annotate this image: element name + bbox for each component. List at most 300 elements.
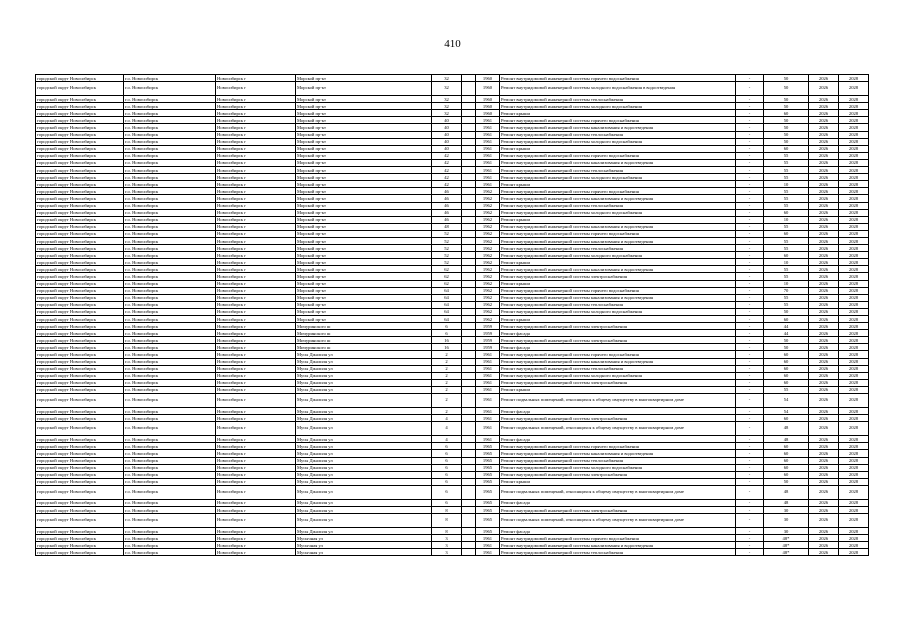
building-cell	[462, 549, 476, 556]
work-type-cell: Ремонт внутридомовой инженерной системы холодного водоснабжения	[500, 209, 736, 216]
work-type-cell: Ремонт фасада	[500, 499, 736, 506]
start-year-cell: 2026	[809, 145, 839, 152]
street-cell: Мусы Джалиля ул	[296, 365, 432, 372]
year-cell: 1961	[476, 159, 500, 166]
city-cell: Новосибирск г	[216, 110, 296, 117]
end-year-cell: 2028	[839, 457, 869, 464]
street-cell: Морской пр-кт	[296, 138, 432, 145]
municipality-cell: городской округ Новосибирск	[36, 96, 124, 103]
municipality-cell: городской округ Новосибирск	[36, 337, 124, 344]
house-number-cell: 2	[432, 372, 462, 379]
street-cell: Мусы Джалиля ул	[296, 514, 432, 528]
dash-cell: -	[736, 542, 764, 549]
table-row	[36, 75, 869, 82]
dash-cell: -	[736, 316, 764, 323]
district-cell: г.о. Новосибирск	[124, 138, 216, 145]
dash-cell: -	[736, 181, 764, 188]
municipality-cell: городской округ Новосибирск	[36, 174, 124, 181]
building-cell	[462, 245, 476, 252]
city-cell: Новосибирск г	[216, 528, 296, 535]
building-cell	[462, 358, 476, 365]
municipality-cell: городской округ Новосибирск	[36, 443, 124, 450]
work-type-cell: Ремонт фасада	[500, 408, 736, 415]
year-cell: 1960	[476, 103, 500, 110]
building-cell	[462, 535, 476, 542]
house-number-cell: 6	[432, 330, 462, 337]
value-cell: 10	[764, 216, 809, 223]
municipality-cell: городской округ Новосибирск	[36, 167, 124, 174]
district-cell: г.о. Новосибирск	[124, 202, 216, 209]
building-cell	[462, 181, 476, 188]
table-row	[36, 209, 869, 216]
year-cell: 1961	[476, 386, 500, 393]
district-cell: г.о. Новосибирск	[124, 323, 216, 330]
year-cell: 1959	[476, 337, 500, 344]
district-cell: г.о. Новосибирск	[124, 436, 216, 443]
end-year-cell: 2028	[839, 499, 869, 506]
table-row	[36, 471, 869, 478]
street-cell: Морской пр-кт	[296, 223, 432, 230]
municipality-cell: городской округ Новосибирск	[36, 82, 124, 96]
city-cell: Новосибирск г	[216, 294, 296, 301]
table-row	[36, 216, 869, 223]
table-row	[36, 308, 869, 315]
value-cell: 50	[764, 131, 809, 138]
work-type-cell: Ремонт крыши	[500, 386, 736, 393]
dash-cell: -	[736, 103, 764, 110]
district-cell: г.о. Новосибирск	[124, 294, 216, 301]
district-cell: г.о. Новосибирск	[124, 365, 216, 372]
city-cell: Новосибирск г	[216, 131, 296, 138]
building-cell	[462, 159, 476, 166]
city-cell: Новосибирск г	[216, 216, 296, 223]
city-cell: Новосибирск г	[216, 514, 296, 528]
city-cell: Новосибирск г	[216, 273, 296, 280]
municipality-cell: городской округ Новосибирск	[36, 252, 124, 259]
building-cell	[462, 209, 476, 216]
city-cell: Новосибирск г	[216, 408, 296, 415]
start-year-cell: 2026	[809, 337, 839, 344]
building-cell	[462, 294, 476, 301]
street-cell: Морской пр-кт	[296, 280, 432, 287]
end-year-cell: 2028	[839, 450, 869, 457]
value-cell: 55	[764, 202, 809, 209]
dash-cell: -	[736, 499, 764, 506]
start-year-cell: 2026	[809, 358, 839, 365]
start-year-cell: 2026	[809, 443, 839, 450]
city-cell: Новосибирск г	[216, 124, 296, 131]
work-type-cell: Ремонт внутридомовой инженерной системы теплоснабжения	[500, 245, 736, 252]
end-year-cell: 2028	[839, 478, 869, 485]
building-cell	[462, 110, 476, 117]
municipality-cell: городской округ Новосибирск	[36, 266, 124, 273]
table-row	[36, 351, 869, 358]
city-cell: Новосибирск г	[216, 506, 296, 513]
building-cell	[462, 330, 476, 337]
district-cell: г.о. Новосибирск	[124, 273, 216, 280]
district-cell: г.о. Новосибирск	[124, 181, 216, 188]
building-cell	[462, 202, 476, 209]
end-year-cell: 2028	[839, 266, 869, 273]
start-year-cell: 2026	[809, 245, 839, 252]
work-type-cell: Ремонт внутридомовой инженерной системы теплоснабжения	[500, 131, 736, 138]
year-cell: 1962	[476, 266, 500, 273]
start-year-cell: 2026	[809, 216, 839, 223]
city-cell: Новосибирск г	[216, 223, 296, 230]
work-type-cell: Ремонт крыши	[500, 110, 736, 117]
district-cell: г.о. Новосибирск	[124, 372, 216, 379]
dash-cell: -	[736, 549, 764, 556]
building-cell	[462, 216, 476, 223]
district-cell: г.о. Новосибирск	[124, 301, 216, 308]
district-cell: г.о. Новосибирск	[124, 287, 216, 294]
value-cell: 55	[764, 386, 809, 393]
street-cell: Мусы Джалиля ул	[296, 457, 432, 464]
end-year-cell: 2028	[839, 471, 869, 478]
city-cell: Новосибирск г	[216, 280, 296, 287]
dash-cell: -	[736, 209, 764, 216]
building-cell	[462, 351, 476, 358]
dash-cell: -	[736, 280, 764, 287]
dash-cell: -	[736, 237, 764, 244]
table-row	[36, 514, 869, 528]
dash-cell: -	[736, 394, 764, 408]
work-type-cell: Ремонт внутридомовой инженерной системы холодного водоснабжения в водоотведения	[500, 82, 736, 96]
house-number-cell: 52	[432, 237, 462, 244]
dash-cell: -	[736, 514, 764, 528]
start-year-cell: 2026	[809, 82, 839, 96]
value-cell: 70	[764, 287, 809, 294]
year-cell: 1965	[476, 443, 500, 450]
city-cell: Новосибирск г	[216, 443, 296, 450]
year-cell: 1961	[476, 422, 500, 436]
start-year-cell: 2026	[809, 457, 839, 464]
district-cell: г.о. Новосибирск	[124, 266, 216, 273]
year-cell: 1962	[476, 209, 500, 216]
city-cell: Новосибирск г	[216, 415, 296, 422]
end-year-cell: 2028	[839, 337, 869, 344]
district-cell: г.о. Новосибирск	[124, 252, 216, 259]
street-cell: Морской пр-кт	[296, 252, 432, 259]
table-row	[36, 542, 869, 549]
work-type-cell: Ремонт внутридомовой инженерной системы теплоснабжения	[500, 202, 736, 209]
year-cell: 1959	[476, 323, 500, 330]
district-cell: г.о. Новосибирск	[124, 443, 216, 450]
municipality-cell: городской округ Новосибирск	[36, 471, 124, 478]
city-cell: Новосибирск г	[216, 499, 296, 506]
city-cell: Новосибирск г	[216, 75, 296, 82]
table-row	[36, 386, 869, 393]
street-cell: Морской пр-кт	[296, 124, 432, 131]
house-number-cell: 64	[432, 301, 462, 308]
table-row	[36, 131, 869, 138]
district-cell: г.о. Новосибирск	[124, 223, 216, 230]
table-row	[36, 372, 869, 379]
value-cell: 48	[764, 499, 809, 506]
house-number-cell: 2	[432, 408, 462, 415]
value-cell: 50	[764, 337, 809, 344]
house-number-cell: 2	[432, 394, 462, 408]
building-cell	[462, 386, 476, 393]
district-cell: г.о. Новосибирск	[124, 117, 216, 124]
year-cell: 1961	[476, 365, 500, 372]
building-cell	[462, 365, 476, 372]
district-cell: г.о. Новосибирск	[124, 131, 216, 138]
work-type-cell: Ремонт внутридомовой инженерной системы холодного водоснабжения	[500, 174, 736, 181]
dash-cell: -	[736, 131, 764, 138]
dash-cell: -	[736, 159, 764, 166]
start-year-cell: 2026	[809, 75, 839, 82]
end-year-cell: 2028	[839, 188, 869, 195]
house-number-cell: 40	[432, 131, 462, 138]
table-row	[36, 457, 869, 464]
city-cell: Новосибирск г	[216, 436, 296, 443]
work-type-cell: Ремонт фасада	[500, 330, 736, 337]
street-cell: Мусы Джалиля ул	[296, 485, 432, 499]
year-cell: 1962	[476, 308, 500, 315]
year-cell: 1962	[476, 223, 500, 230]
work-type-cell: Ремонт внутридомовой инженерной системы горячего водоснабжения	[500, 351, 736, 358]
year-cell: 1962	[476, 195, 500, 202]
end-year-cell: 2028	[839, 223, 869, 230]
house-number-cell: 32	[432, 96, 462, 103]
district-cell: г.о. Новосибирск	[124, 471, 216, 478]
year-cell: 1965	[476, 514, 500, 528]
house-number-cell: 64	[432, 308, 462, 315]
house-number-cell: 6	[432, 450, 462, 457]
start-year-cell: 2026	[809, 124, 839, 131]
work-type-cell: Ремонт внутридомовой инженерной системы канализования и водоотведения	[500, 124, 736, 131]
street-cell: Морской пр-кт	[296, 216, 432, 223]
table-row	[36, 103, 869, 110]
house-number-cell: 6	[432, 464, 462, 471]
city-cell: Новосибирск г	[216, 152, 296, 159]
street-cell: Морской пр-кт	[296, 110, 432, 117]
table-row	[36, 174, 869, 181]
start-year-cell: 2026	[809, 195, 839, 202]
year-cell: 1962	[476, 188, 500, 195]
end-year-cell: 2028	[839, 301, 869, 308]
start-year-cell: 2026	[809, 287, 839, 294]
table-row	[36, 195, 869, 202]
street-cell: Морской пр-кт	[296, 103, 432, 110]
table-row	[36, 330, 869, 337]
start-year-cell: 2026	[809, 316, 839, 323]
district-cell: г.о. Новосибирск	[124, 379, 216, 386]
street-cell: Морской пр-кт	[296, 82, 432, 96]
city-cell: Новосибирск г	[216, 351, 296, 358]
district-cell: г.о. Новосибирск	[124, 499, 216, 506]
city-cell: Новосибирск г	[216, 103, 296, 110]
value-cell: 48*	[764, 542, 809, 549]
house-number-cell: 8	[432, 514, 462, 528]
municipality-cell: городской округ Новосибирск	[36, 202, 124, 209]
building-cell	[462, 117, 476, 124]
house-number-cell: 52	[432, 259, 462, 266]
dash-cell: -	[736, 450, 764, 457]
start-year-cell: 2026	[809, 308, 839, 315]
city-cell: Новосибирск г	[216, 542, 296, 549]
dash-cell: -	[736, 422, 764, 436]
city-cell: Новосибирск г	[216, 422, 296, 436]
building-cell	[462, 528, 476, 535]
year-cell: 1961	[476, 351, 500, 358]
house-number-cell: 46	[432, 202, 462, 209]
house-number-cell: 52	[432, 245, 462, 252]
district-cell: г.о. Новосибирск	[124, 535, 216, 542]
building-cell	[462, 308, 476, 315]
page-number: 410	[444, 38, 461, 50]
house-number-cell: 40	[432, 117, 462, 124]
street-cell: Морской пр-кт	[296, 294, 432, 301]
building-cell	[462, 478, 476, 485]
work-type-cell: Ремонт подвальных помещений, относящихся к общему имуществу в многоквартирном доме	[500, 485, 736, 499]
start-year-cell: 2026	[809, 273, 839, 280]
dash-cell: -	[736, 358, 764, 365]
street-cell: Морской пр-кт	[296, 266, 432, 273]
street-cell: Мусы Джалиля ул	[296, 450, 432, 457]
value-cell: 10	[764, 259, 809, 266]
work-type-cell: Ремонт внутридомовой инженерной системы теплоснабжения	[500, 301, 736, 308]
street-cell: Морской пр-кт	[296, 117, 432, 124]
city-cell: Новосибирск г	[216, 209, 296, 216]
work-type-cell: Ремонт внутридомовой инженерной системы канализования и водоотведения	[500, 237, 736, 244]
municipality-cell: городской округ Новосибирск	[36, 344, 124, 351]
municipality-cell: городской округ Новосибирск	[36, 152, 124, 159]
house-number-cell: 62	[432, 266, 462, 273]
table-row	[36, 202, 869, 209]
table-row	[36, 450, 869, 457]
work-type-cell: Ремонт внутридомовой инженерной системы горячего водоснабжения	[500, 188, 736, 195]
building-cell	[462, 167, 476, 174]
street-cell: Морской пр-кт	[296, 188, 432, 195]
dash-cell: -	[736, 506, 764, 513]
street-cell: Мичуринского ш	[296, 330, 432, 337]
district-cell: г.о. Новосибирск	[124, 75, 216, 82]
work-type-cell: Ремонт крыши	[500, 259, 736, 266]
district-cell: г.о. Новосибирск	[124, 159, 216, 166]
house-number-cell: 52	[432, 252, 462, 259]
table-row	[36, 485, 869, 499]
work-type-cell: Ремонт крыши	[500, 316, 736, 323]
building-cell	[462, 82, 476, 96]
value-cell: 60	[764, 145, 809, 152]
year-cell: 1965	[476, 457, 500, 464]
table-row	[36, 528, 869, 535]
house-number-cell: 52	[432, 230, 462, 237]
street-cell: Мусы Джалиля ул	[296, 464, 432, 471]
building-cell	[462, 287, 476, 294]
repair-schedule-table	[35, 74, 868, 556]
value-cell: 50	[764, 96, 809, 103]
street-cell: Мусы Джалиля ул	[296, 528, 432, 535]
house-number-cell: 42	[432, 181, 462, 188]
dash-cell: -	[736, 216, 764, 223]
table-row	[36, 323, 869, 330]
work-type-cell: Ремонт внутридомовой инженерной системы канализования и водоотведения	[500, 450, 736, 457]
dash-cell: -	[736, 287, 764, 294]
table-row	[36, 96, 869, 103]
year-cell: 1961	[476, 549, 500, 556]
value-cell: 54	[764, 394, 809, 408]
street-cell: Морской пр-кт	[296, 167, 432, 174]
work-type-cell: Ремонт внутридомовой инженерной системы теплоснабжения	[500, 549, 736, 556]
municipality-cell: городской округ Новосибирск	[36, 159, 124, 166]
work-type-cell: Ремонт внутридомовой инженерной системы теплоснабжения	[500, 457, 736, 464]
dash-cell: -	[736, 152, 764, 159]
municipality-cell: городской округ Новосибирск	[36, 117, 124, 124]
city-cell: Новосибирск г	[216, 287, 296, 294]
table-row	[36, 464, 869, 471]
end-year-cell: 2028	[839, 351, 869, 358]
municipality-cell: городской округ Новосибирск	[36, 223, 124, 230]
value-cell: 55	[764, 301, 809, 308]
work-type-cell: Ремонт внутридомовой инженерной системы электроснабжения	[500, 506, 736, 513]
start-year-cell: 2026	[809, 351, 839, 358]
value-cell: 50	[764, 124, 809, 131]
year-cell: 1962	[476, 301, 500, 308]
end-year-cell: 2028	[839, 528, 869, 535]
municipality-cell: городской округ Новосибирск	[36, 245, 124, 252]
house-number-cell: 40	[432, 145, 462, 152]
work-type-cell: Ремонт подвальных помещений, относящихся к общему имуществу в многоквартирном доме	[500, 394, 736, 408]
year-cell: 1961	[476, 124, 500, 131]
end-year-cell: 2028	[839, 386, 869, 393]
district-cell: г.о. Новосибирск	[124, 457, 216, 464]
district-cell: г.о. Новосибирск	[124, 394, 216, 408]
building-cell	[462, 316, 476, 323]
end-year-cell: 2028	[839, 273, 869, 280]
value-cell: 55	[764, 188, 809, 195]
start-year-cell: 2026	[809, 188, 839, 195]
district-cell: г.о. Новосибирск	[124, 195, 216, 202]
value-cell: 55	[764, 237, 809, 244]
municipality-cell: городской округ Новосибирск	[36, 216, 124, 223]
value-cell: 60	[764, 252, 809, 259]
table-row	[36, 110, 869, 117]
work-type-cell: Ремонт внутридомовой инженерной системы горячего водоснабжения	[500, 117, 736, 124]
end-year-cell: 2028	[839, 514, 869, 528]
district-cell: г.о. Новосибирск	[124, 450, 216, 457]
dash-cell: -	[736, 478, 764, 485]
start-year-cell: 2026	[809, 436, 839, 443]
start-year-cell: 2026	[809, 549, 839, 556]
table-row	[36, 344, 869, 351]
city-cell: Новосибирск г	[216, 337, 296, 344]
house-number-cell: 2	[432, 379, 462, 386]
start-year-cell: 2026	[809, 464, 839, 471]
city-cell: Новосибирск г	[216, 478, 296, 485]
table-row	[36, 379, 869, 386]
dash-cell: -	[736, 365, 764, 372]
value-cell: 30	[764, 514, 809, 528]
year-cell: 1961	[476, 394, 500, 408]
value-cell: 54	[764, 408, 809, 415]
year-cell: 1962	[476, 230, 500, 237]
municipality-cell: городской округ Новосибирск	[36, 188, 124, 195]
municipality-cell: городской округ Новосибирск	[36, 301, 124, 308]
year-cell: 1965	[476, 478, 500, 485]
district-cell: г.о. Новосибирск	[124, 308, 216, 315]
start-year-cell: 2026	[809, 159, 839, 166]
value-cell: 55	[764, 266, 809, 273]
district-cell: г.о. Новосибирск	[124, 408, 216, 415]
start-year-cell: 2026	[809, 330, 839, 337]
year-cell: 1962	[476, 237, 500, 244]
value-cell: 55	[764, 159, 809, 166]
city-cell: Новосибирск г	[216, 230, 296, 237]
work-type-cell: Ремонт внутридомовой инженерной системы холодного водоснабжения	[500, 464, 736, 471]
